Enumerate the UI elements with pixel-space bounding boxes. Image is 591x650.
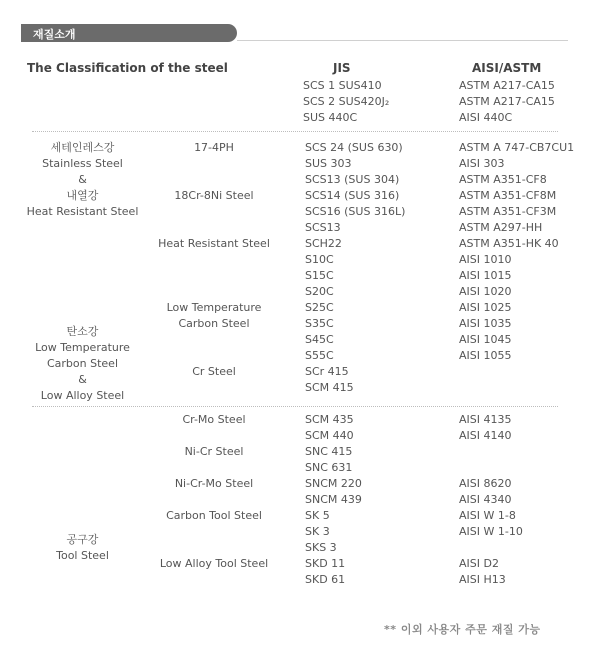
aisi-code: ASTM A351-CF3M — [459, 205, 557, 218]
subcategory-label: Ni-Cr-Mo Steel — [174, 477, 254, 490]
category-label: Low Temperature — [35, 341, 130, 354]
aisi-code: ASTM A351-CF8 — [459, 173, 547, 186]
jis-code: SCS16 (SUS 316L) — [305, 205, 406, 218]
aisi-code: AISI H13 — [459, 573, 506, 586]
jis-code: SK 5 — [305, 509, 330, 522]
jis-code: SCS13 — [305, 221, 341, 234]
section-tab-label: 재질소개 — [33, 28, 76, 41]
jis-code: SNCM 220 — [305, 477, 362, 490]
aisi-code: AISI 1025 — [459, 301, 512, 314]
subcategory-label: Low Temperature — [166, 301, 262, 314]
jis-code: S35C — [305, 317, 334, 330]
jis-code: SCr 415 — [305, 365, 349, 378]
jis-code: SNCM 439 — [305, 493, 362, 506]
category-label: Stainless Steel — [42, 157, 123, 170]
subcategory-label: Ni-Cr Steel — [184, 445, 244, 458]
category-label: 내열강 — [66, 189, 99, 202]
subcategory-label: 17-4PH — [194, 141, 234, 154]
jis-code: S10C — [305, 253, 334, 266]
aisi-code: AISI W 1-10 — [459, 525, 523, 538]
aisi-code: ASTM A 747-CB7CU1 — [459, 141, 575, 154]
aisi-code: AISI W 1-8 — [459, 509, 516, 522]
category-label: Low Alloy Steel — [40, 389, 125, 402]
jis-code: S55C — [305, 349, 334, 362]
aisi-code: AISI 4140 — [459, 429, 512, 442]
aisi-code: AISI 440C — [459, 111, 513, 124]
aisi-code: AISI D2 — [459, 557, 499, 570]
section-tab — [21, 24, 237, 42]
category-label: & — [78, 173, 87, 186]
jis-code: SCM 435 — [305, 413, 354, 426]
aisi-code: ASTM A217-CA15 — [459, 79, 555, 92]
aisi-code: ASTM A297-HH — [459, 221, 543, 234]
aisi-code: AISI 303 — [459, 157, 505, 170]
section-divider — [237, 40, 568, 41]
jis-code: SNC 415 — [305, 445, 353, 458]
jis-code: SCS14 (SUS 316) — [305, 189, 400, 202]
category-label: & — [78, 373, 87, 386]
column-header-jis: JIS — [333, 61, 351, 75]
category-label: 세테인레스강 — [50, 141, 115, 154]
category-label: Heat Resistant Steel — [26, 205, 139, 218]
jis-code: SCS 2 SUS420J₂ — [303, 95, 390, 108]
jis-code: SKD 61 — [305, 573, 346, 586]
category-label: Tool Steel — [56, 549, 109, 562]
category-label: Carbon Steel — [46, 357, 118, 370]
jis-code: S15C — [305, 269, 334, 282]
jis-code: SCS13 (SUS 304) — [305, 173, 400, 186]
aisi-code: AISI 1045 — [459, 333, 512, 346]
jis-code: S45C — [305, 333, 334, 346]
row-divider — [32, 131, 558, 132]
category-label: 공구강 — [66, 533, 99, 546]
table-title: The Classification of the steel — [27, 61, 228, 75]
jis-code: SCS 1 SUS410 — [303, 79, 382, 92]
subcategory-label: Carbon Steel — [178, 317, 250, 330]
aisi-code: AISI 4135 — [459, 413, 512, 426]
subcategory-label: 18Cr-8Ni Steel — [174, 189, 254, 202]
subcategory-label: Low Alloy Tool Steel — [159, 557, 269, 570]
jis-code: SCM 415 — [305, 381, 354, 394]
aisi-code: AISI 4340 — [459, 493, 512, 506]
aisi-code: AISI 8620 — [459, 477, 512, 490]
aisi-code: AISI 1035 — [459, 317, 512, 330]
jis-code: SUS 440C — [303, 111, 358, 124]
jis-code: SCS 24 (SUS 630) — [305, 141, 403, 154]
jis-code: S20C — [305, 285, 334, 298]
aisi-code: ASTM A351-CF8M — [459, 189, 557, 202]
jis-code: SK 3 — [305, 525, 330, 538]
row-divider — [32, 406, 558, 407]
aisi-code: AISI 1010 — [459, 253, 512, 266]
jis-code: SUS 303 — [305, 157, 352, 170]
subcategory-label: Cr-Mo Steel — [182, 413, 246, 426]
subcategory-label: Cr Steel — [192, 365, 236, 378]
column-header-aisi-astm: AISI/ASTM — [472, 61, 542, 75]
jis-code: S25C — [305, 301, 334, 314]
subcategory-label: Carbon Tool Steel — [166, 509, 262, 522]
jis-code: SCM 440 — [305, 429, 354, 442]
aisi-code: ASTM A351-HK 40 — [459, 237, 559, 250]
aisi-code: AISI 1020 — [459, 285, 512, 298]
jis-code: SKD 11 — [305, 557, 346, 570]
aisi-code: AISI 1055 — [459, 349, 512, 362]
aisi-code: ASTM A217-CA15 — [459, 95, 555, 108]
jis-code: SNC 631 — [305, 461, 353, 474]
subcategory-label: Heat Resistant Steel — [158, 237, 270, 250]
aisi-code: AISI 1015 — [459, 269, 512, 282]
category-label: 탄소강 — [66, 325, 99, 338]
footnote: ** 이외 사용자 주문 재질 가능 — [384, 623, 541, 636]
jis-code: SKS 3 — [305, 541, 337, 554]
jis-code: SCH22 — [305, 237, 342, 250]
